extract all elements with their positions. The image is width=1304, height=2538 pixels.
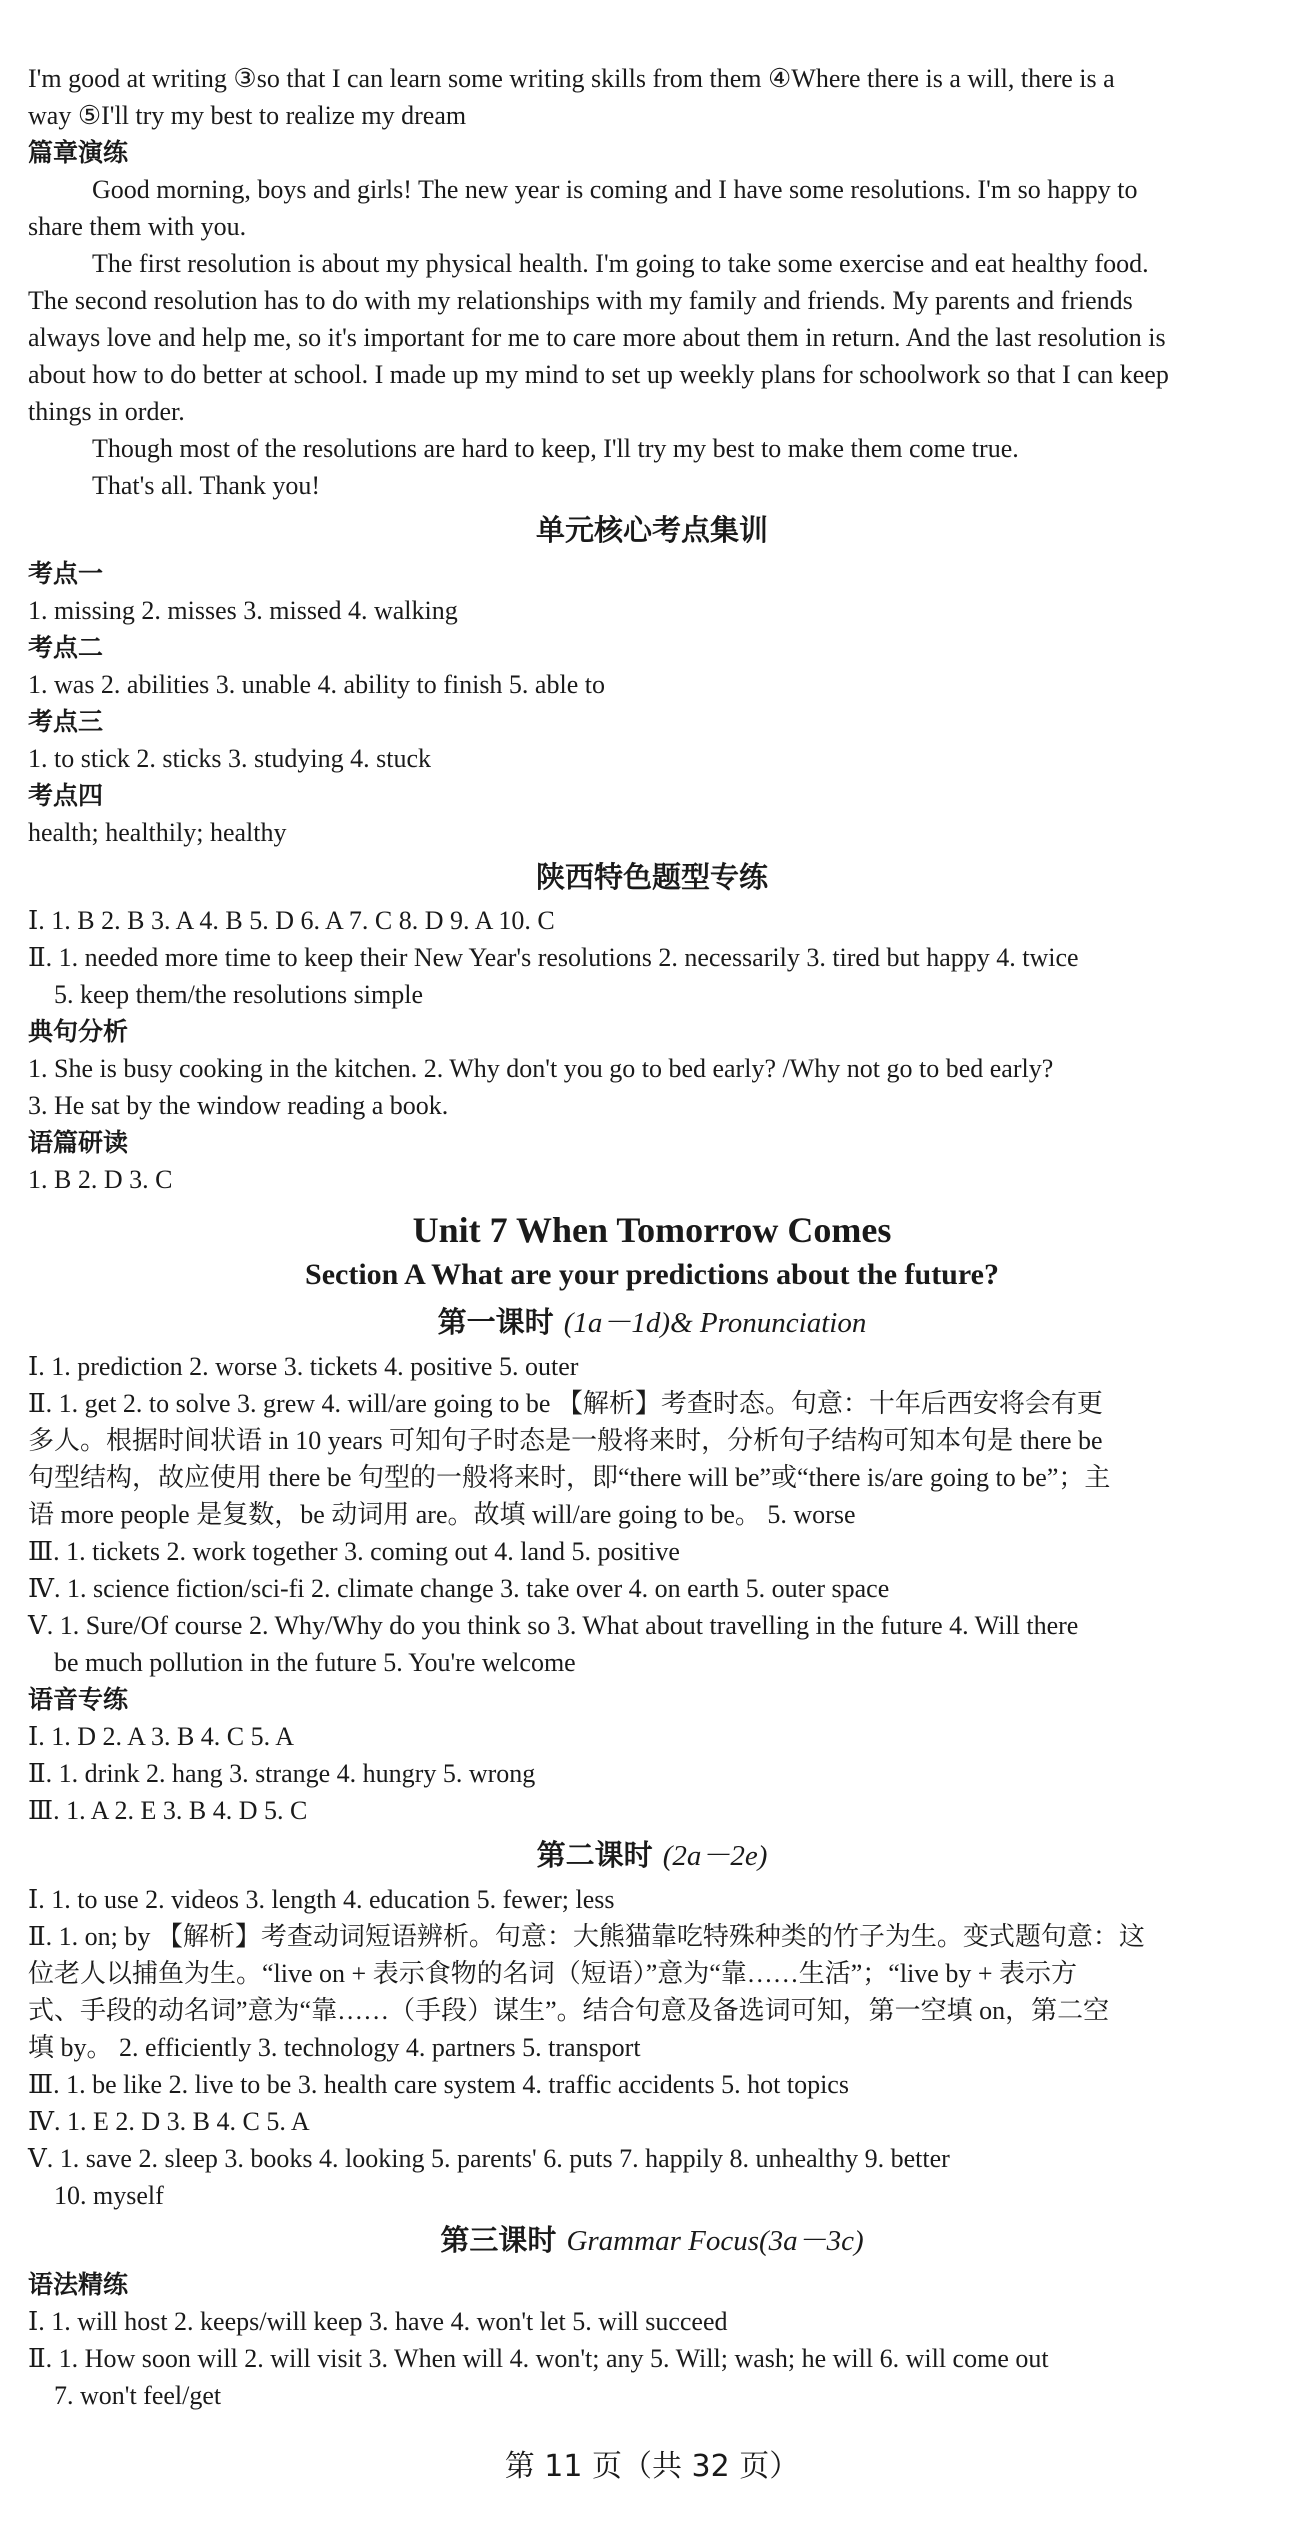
shaanxi-title: 陕西特色题型专练 bbox=[535, 860, 768, 894]
essay-line: share them with you. bbox=[28, 212, 247, 241]
answer-line: Ⅱ. 1. drink 2. hang 3. strange 4. hungry 5. wrong bbox=[28, 1759, 536, 1788]
essay-line: Good morning, boys and girls! The new year is coming and I have some resolutions. I'm so happy to bbox=[92, 175, 1138, 204]
answer-line: 5. keep them/the resolutions simple bbox=[54, 980, 423, 1009]
answer-line: 1. She is busy cooking in the kitchen. 2. Why don't you go to bed early? /Why not go to bed early? bbox=[28, 1054, 1054, 1083]
answer-line: Ⅲ. 1. tickets 2. work together 3. coming out 4. land 5. positive bbox=[28, 1537, 680, 1566]
answer-line: Ⅰ. 1. to use 2. videos 3. length 4. education 5. fewer; less bbox=[28, 1885, 615, 1914]
answer-line: be much pollution in the future 5. You're welcome bbox=[54, 1648, 576, 1677]
answer-line: 位老人以捕鱼为生。“live on + 表示食物的名词（短语）”意为“靠……生活”；“live by + 表示方 bbox=[28, 1959, 1078, 1988]
lesson-range: Grammar Focus(3a－3c) bbox=[566, 2225, 864, 2257]
answer-line: 多人。根据时间状语 in 10 years 可知句子时态是一般将来时，分析句子结构可知本句是 there be bbox=[28, 1426, 1103, 1455]
phonetics-heading: 语音专练 bbox=[28, 1685, 129, 1714]
essay-line: Though most of the resolutions are hard to keep, I'll try my best to make them come true. bbox=[92, 434, 1019, 463]
point-answers: 1. was 2. abilities 3. unable 4. ability to finish 5. able to bbox=[28, 670, 605, 699]
lesson-name: 第三课时 bbox=[440, 2223, 557, 2257]
point-heading: 考点四 bbox=[28, 781, 104, 810]
lesson-name: 第二课时 bbox=[536, 1838, 653, 1872]
lesson-range: (2a－2e) bbox=[662, 1840, 768, 1872]
answer-line: Ⅰ. 1. B 2. B 3. A 4. B 5. D 6. A 7. C 8. D 9. A 10. C bbox=[28, 906, 555, 935]
reading-heading: 语篇研读 bbox=[28, 1128, 129, 1157]
point-answers: health; healthily; healthy bbox=[28, 818, 287, 847]
sentence-analysis-heading: 典句分析 bbox=[28, 1017, 129, 1046]
answer-page bbox=[28, 60, 1276, 2414]
answer-line: 3. He sat by the window reading a book. bbox=[28, 1091, 449, 1120]
answer-line: 10. myself bbox=[54, 2181, 164, 2210]
point-heading: 考点三 bbox=[28, 707, 104, 736]
point-heading: 考点一 bbox=[28, 559, 104, 588]
answer-line: Ⅳ. 1. science fiction/sci-fi 2. climate change 3. take over 4. on earth 5. outer space bbox=[28, 1574, 890, 1603]
answer-line: Ⅰ. 1. prediction 2. worse 3. tickets 4. positive 5. outer bbox=[28, 1352, 579, 1381]
essay-line: The first resolution is about my physical health. I'm going to take some exercise and eat healthy food. bbox=[92, 249, 1149, 278]
essay-body bbox=[28, 171, 1276, 504]
grammar-heading: 语法精练 bbox=[28, 2270, 129, 2299]
section-title: Section A What are your predictions about the future? bbox=[305, 1258, 999, 1291]
answer-line: Ⅳ. 1. E 2. D 3. B 4. C 5. A bbox=[28, 2107, 310, 2136]
essay-line: The second resolution has to do with my relationships with my family and friends. My parents and friends bbox=[28, 286, 1133, 315]
answer-line: 7. won't feel/get bbox=[54, 2381, 222, 2410]
page-number: 第 11 页（共 32 页） bbox=[504, 2449, 800, 2484]
essay-line: That's all. Thank you! bbox=[92, 471, 321, 500]
lesson-title bbox=[28, 1837, 1276, 1875]
essay-heading: 篇章演练 bbox=[28, 138, 129, 167]
unit-core-title: 单元核心考点集训 bbox=[535, 513, 768, 547]
point-heading: 考点二 bbox=[28, 633, 104, 662]
answer-line: Ⅱ. 1. How soon will 2. will visit 3. When will 4. won't; any 5. Will; wash; he will 6. will come out bbox=[28, 2344, 1049, 2373]
text-line: I'm good at writing ③so that I can learn some writing skills from them ④Where there is a will, there is a bbox=[28, 64, 1115, 93]
answer-line: Ⅰ. 1. will host 2. keeps/will keep 3. have 4. won't let 5. will succeed bbox=[28, 2307, 728, 2336]
lesson-range: (1a－1d)& Pronunciation bbox=[563, 1307, 867, 1339]
lesson-name: 第一课时 bbox=[437, 1305, 554, 1339]
answer-line: 1. B 2. D 3. C bbox=[28, 1165, 173, 1194]
point-answers: 1. missing 2. misses 3. missed 4. walking bbox=[28, 596, 458, 625]
lesson-title bbox=[28, 2222, 1276, 2260]
answer-line: Ⅱ. 1. on; by 【解析】考查动词短语辨析。句意：大熊猫靠吃特殊种类的竹子为生。变式题句意：这 bbox=[28, 1922, 1145, 1951]
point-answers: 1. to stick 2. sticks 3. studying 4. stuck bbox=[28, 744, 431, 773]
lesson-title bbox=[28, 1304, 1276, 1342]
answer-line: 语 more people 是复数，be 动词用 are。故填 will/are going to be。 5. worse bbox=[28, 1500, 856, 1529]
answer-line: 填 by。 2. efficiently 3. technology 4. partners 5. transport bbox=[28, 2033, 641, 2062]
essay-line: always love and help me, so it's important for me to care more about them in return. And the last resolution is bbox=[28, 323, 1166, 352]
answer-line: Ⅰ. 1. D 2. A 3. B 4. C 5. A bbox=[28, 1722, 294, 1751]
essay-line: about how to do better at school. I made up my mind to set up weekly plans for schoolwork so that I can keep bbox=[28, 360, 1169, 389]
text-line: way ⑤I'll try my best to realize my dream bbox=[28, 101, 467, 130]
answer-line: Ⅴ. 1. save 2. sleep 3. books 4. looking 5. parents' 6. puts 7. happily 8. unhealthy 9. better bbox=[28, 2144, 950, 2173]
unit-title: Unit 7 When Tomorrow Comes bbox=[412, 1210, 892, 1250]
answer-line: 式、手段的动名词”意为“靠……（手段）谋生”。结合句意及备选词可知，第一空填 on，第二空 bbox=[28, 1996, 1110, 2025]
answer-line: Ⅲ. 1. be like 2. live to be 3. health care system 4. traffic accidents 5. hot topics bbox=[28, 2070, 849, 2099]
answer-line: Ⅲ. 1. A 2. E 3. B 4. D 5. C bbox=[28, 1796, 308, 1825]
answer-line: Ⅴ. 1. Sure/Of course 2. Why/Why do you think so 3. What about travelling in the future 4. Will there bbox=[28, 1611, 1079, 1640]
answer-line: Ⅱ. 1. needed more time to keep their New Year's resolutions 2. necessarily 3. tired but happy 4. twice bbox=[28, 943, 1079, 972]
essay-line: things in order. bbox=[28, 397, 185, 426]
answer-line: 句型结构，故应使用 there be 句型的一般将来时，即“there will be”或“there is/are going to be”；主 bbox=[28, 1463, 1111, 1492]
answer-line: Ⅱ. 1. get 2. to solve 3. grew 4. will/are going to be 【解析】考查时态。句意：十年后西安将会有更 bbox=[28, 1389, 1103, 1418]
